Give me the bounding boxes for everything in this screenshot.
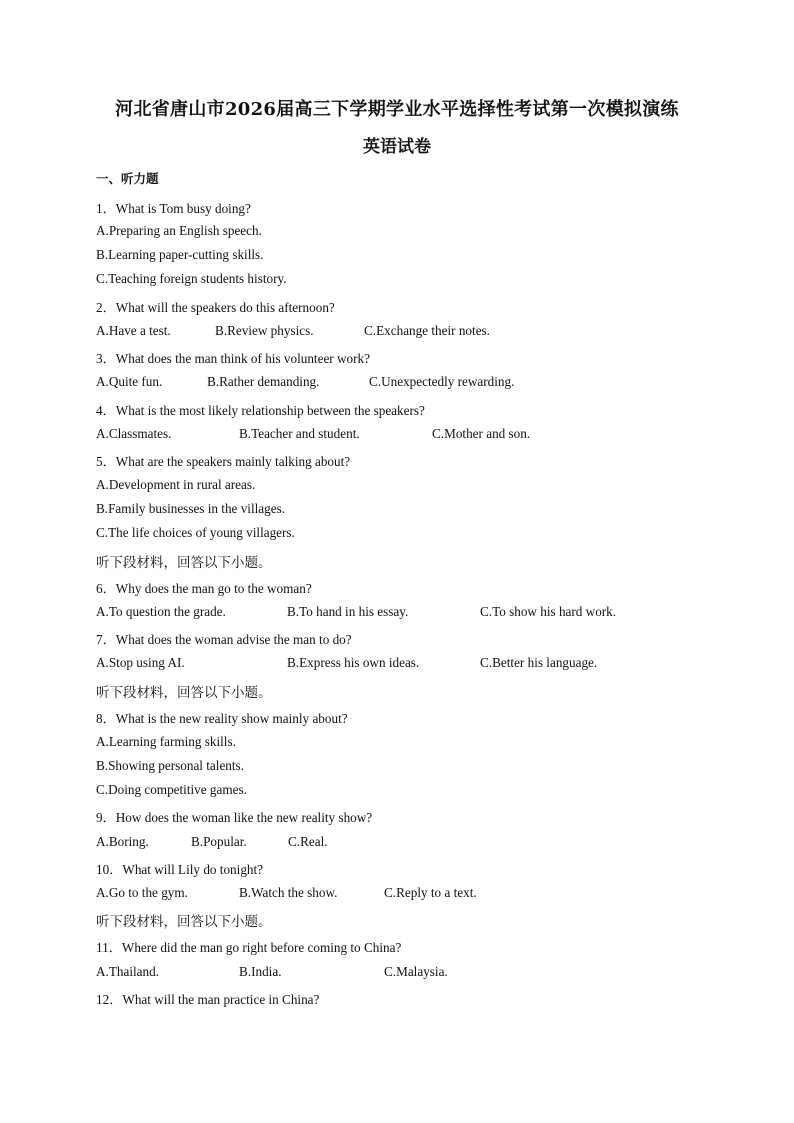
question-7-option-c: C.Better his language. <box>480 655 598 670</box>
question-9-option-b: B.Popular. <box>191 834 247 849</box>
question-11-option-c: C.Malaysia. <box>384 964 448 979</box>
question-10-stem: 10．What will Lily do tonight? <box>96 862 264 877</box>
question-2-options <box>96 323 716 341</box>
question-6-option-c: C.To show his hard work. <box>480 604 617 619</box>
question-5-option-a: A.Development in rural areas. <box>96 477 256 492</box>
question-7-option-a: A.Stop using AI. <box>96 655 185 670</box>
question-12-stem: 12．What will the man practice in China? <box>96 992 320 1007</box>
question-3-option-c: C.Unexpectedly rewarding. <box>369 374 515 389</box>
question-11-option-a: A.Thailand. <box>96 964 159 979</box>
question-4-stem: 4．What is the most likely relationship between the speakers? <box>96 403 425 418</box>
question-2-option-b: B.Review physics. <box>215 323 314 338</box>
exam-title: 河北省唐山市2026届高三下学期学业水平选择性考试第一次模拟演练 <box>115 99 679 120</box>
question-4-option-a: A.Classmates. <box>96 426 172 441</box>
question-9-option-c: C.Real. <box>288 834 328 849</box>
question-10-option-b: B.Watch the show. <box>239 885 338 900</box>
question-10-option-c: C.Reply to a text. <box>384 885 477 900</box>
question-6-options <box>96 604 716 622</box>
question-8-option-c: C.Doing competitive games. <box>96 782 247 797</box>
instruction-text: 听下段材料，回答以下小题。 <box>96 555 272 571</box>
question-3-option-b: B.Rather demanding. <box>207 374 320 389</box>
question-6-stem: 6．Why does the man go to the woman? <box>96 581 312 596</box>
question-7-options <box>96 655 716 673</box>
question-5-stem: 5．What are the speakers mainly talking about? <box>96 454 351 469</box>
question-9-stem: 9．How does the woman like the new reality show? <box>96 810 373 825</box>
question-9-option-a: A.Boring. <box>96 834 149 849</box>
question-10-option-a: A.Go to the gym. <box>96 885 188 900</box>
question-11-stem: 11．Where did the man go right before coming to China? <box>96 940 402 955</box>
question-11-options <box>96 964 716 982</box>
question-4-options <box>96 426 716 444</box>
exam-subtitle: 英语试卷 <box>363 137 431 157</box>
question-8-stem: 8．What is the new reality show mainly about? <box>96 711 348 726</box>
question-3-option-a: A.Quite fun. <box>96 374 163 389</box>
instruction-text: 听下段材料，回答以下小题。 <box>96 914 272 930</box>
question-10-options <box>96 885 716 903</box>
section-heading: 一、听力题 <box>96 171 159 186</box>
question-4-option-c: C.Mother and son. <box>432 426 531 441</box>
question-1-stem: 1．What is Tom busy doing? <box>96 201 251 216</box>
question-1-option-a: A.Preparing an English speech. <box>96 223 262 238</box>
question-11-option-b: B.India. <box>239 964 282 979</box>
question-1-option-b: B.Learning paper-cutting skills. <box>96 247 264 262</box>
question-1-option-c: C.Teaching foreign students history. <box>96 271 287 286</box>
question-2-option-a: A.Have a test. <box>96 323 171 338</box>
question-7-option-b: B.Express his own ideas. <box>287 655 420 670</box>
question-8-option-b: B.Showing personal talents. <box>96 758 244 773</box>
question-4-option-b: B.Teacher and student. <box>239 426 360 441</box>
question-2-stem: 2．What will the speakers do this afternoon? <box>96 300 335 315</box>
question-8-option-a: A.Learning farming skills. <box>96 734 236 749</box>
question-5-option-b: B.Family businesses in the villages. <box>96 501 286 516</box>
instruction-text: 听下段材料，回答以下小题。 <box>96 685 272 701</box>
question-6-option-b: B.To hand in his essay. <box>287 604 409 619</box>
question-5-option-c: C.The life choices of young villagers. <box>96 525 295 540</box>
question-7-stem: 7．What does the woman advise the man to do? <box>96 632 352 647</box>
question-2-option-c: C.Exchange their notes. <box>364 323 490 338</box>
question-9-options <box>96 834 716 852</box>
question-3-stem: 3．What does the man think of his volunteer work? <box>96 351 370 366</box>
question-6-option-a: A.To question the grade. <box>96 604 226 619</box>
question-3-options <box>96 374 716 392</box>
